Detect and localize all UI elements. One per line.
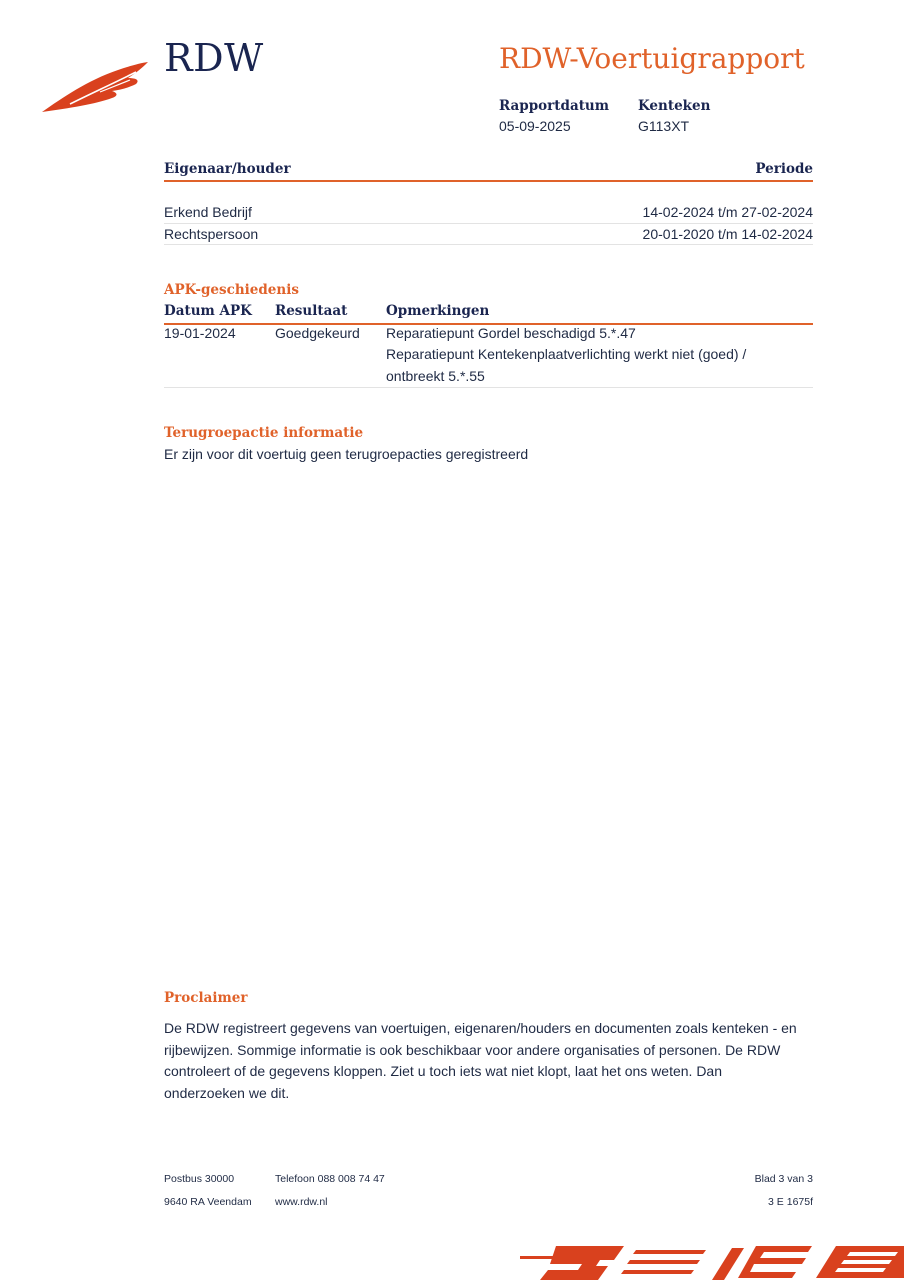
row-divider	[164, 387, 813, 388]
recall-section-title: Terugroepactie informatie	[164, 425, 364, 441]
owner-period: 14-02-2024 t/m 27-02-2024	[642, 204, 813, 220]
footer-po-box: Postbus 30000	[164, 1173, 235, 1185]
plate-label: Kenteken	[638, 98, 711, 114]
apk-result-header: Resultaat	[275, 303, 348, 319]
disclaimer-text: De RDW registreert gegevens van voertuigen, eigenaren/houders en documenten zoals kenteken - en rijbewijzen. Sommige informatie is ook beschikbaar voor andere organisaties of personen. De RDW controleert of de gegevens kloppen. Ziet u toch iets wat niet klopt, laat het ons weten. Dan onderzoeken we dit.	[164, 1020, 797, 1101]
recall-text: Er zijn voor dit voertuig geen terugroepacties geregistreerd	[164, 446, 529, 462]
apk-remark-line: Reparatiepunt Kentekenplaatverlichting werkt niet (goed) /	[386, 346, 747, 362]
table-row	[164, 223, 813, 244]
disclaimer-title: Proclaimer	[164, 990, 248, 1006]
footer-city: 9640 RA Veendam	[164, 1196, 252, 1208]
apk-date-header: Datum APK	[164, 303, 252, 319]
apk-remark-line: ontbreekt 5.*.55	[386, 368, 485, 384]
footer-phone: Telefoon 088 008 74 47	[275, 1173, 385, 1185]
owner-name: Erkend Bedrijf	[164, 204, 252, 220]
owner-name: Rechtspersoon	[164, 226, 259, 242]
apk-section-title: APK-geschiedenis	[164, 282, 299, 298]
owners-header-rule	[164, 180, 813, 182]
speed-stripes-icon	[520, 1244, 904, 1280]
apk-result: Goedgekeurd	[275, 325, 360, 341]
owner-column-header: Eigenaar/houder	[164, 161, 291, 177]
rdw-feather-icon	[40, 58, 150, 114]
apk-remark-line: Reparatiepunt Gordel beschadigd 5.*.47	[386, 325, 636, 341]
footer-code: 3 E 1675f	[768, 1196, 813, 1208]
row-divider	[164, 244, 813, 245]
apk-remarks-header: Opmerkingen	[386, 303, 490, 319]
footer-website[interactable]: www.rdw.nl	[275, 1196, 328, 1208]
report-date-label: Rapportdatum	[499, 98, 610, 114]
owner-period: 20-01-2020 t/m 14-02-2024	[642, 226, 813, 242]
table-row	[164, 201, 813, 222]
apk-date: 19-01-2024	[164, 325, 236, 341]
footer-page-number: Blad 3 van 3	[754, 1173, 813, 1185]
report-date: 05-09-2025	[499, 118, 571, 134]
report-title: RDW-Voertuigrapport	[499, 42, 805, 75]
period-column-header: Periode	[755, 161, 813, 177]
brand-name: RDW	[164, 36, 264, 80]
plate-number: G113XT	[638, 118, 690, 134]
